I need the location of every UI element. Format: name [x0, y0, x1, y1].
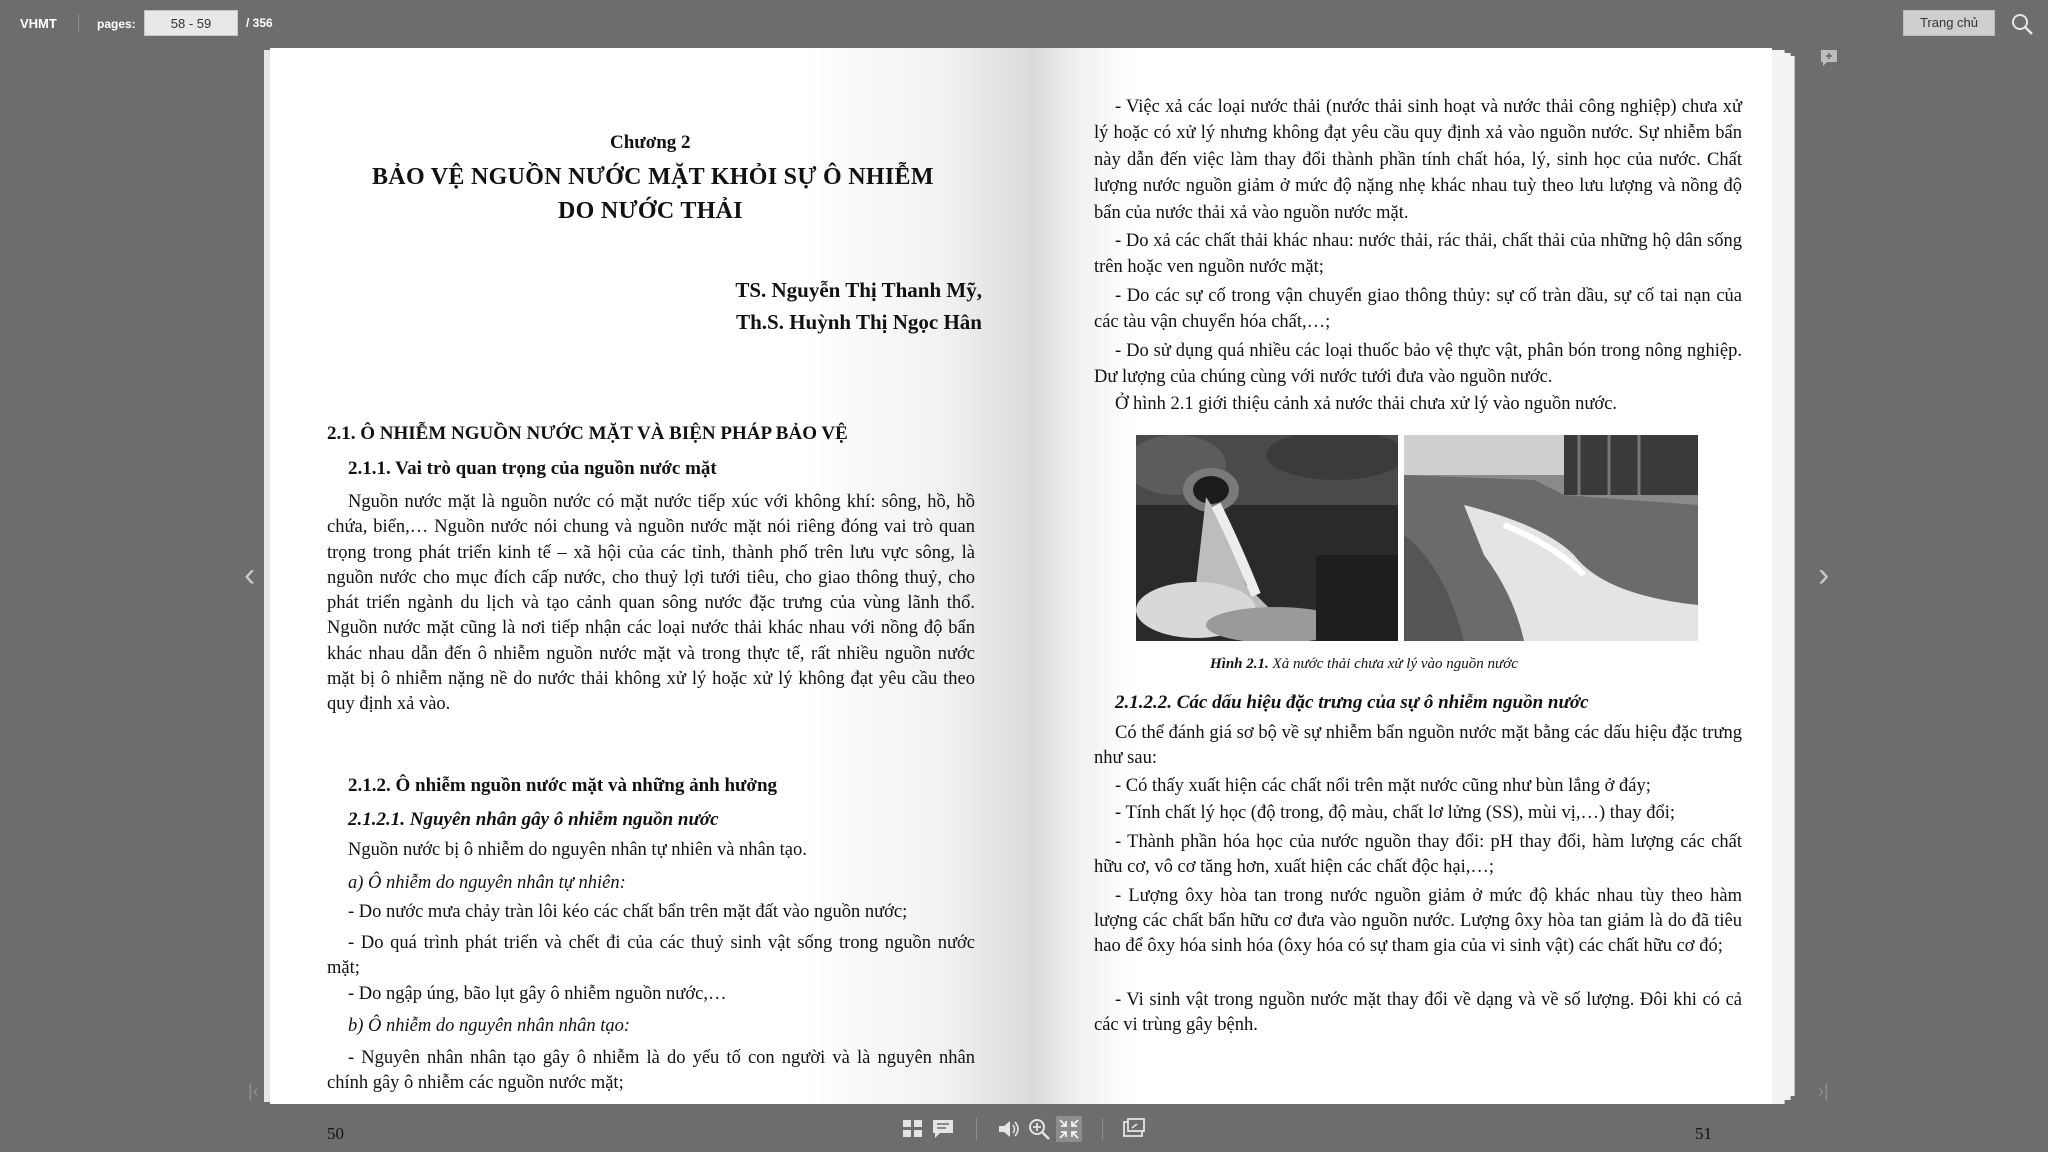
toolbar-divider: [976, 1118, 977, 1140]
chapter-label: Chương 2: [610, 132, 691, 153]
body-paragraph: - Do quá trình phát triển và chết đi của các thuỷ sinh vật sống trong nguồn nước mặt;: [327, 933, 975, 978]
thumbnails-icon[interactable]: [900, 1116, 926, 1142]
author-name: TS. Nguyễn Thị Thanh Mỹ,: [735, 278, 982, 302]
section-heading: 2.1. Ô NHIỄM NGUỒN NƯỚC MẶT VÀ BIỆN PHÁP BẢO VỆ: [327, 423, 848, 444]
chapter-title: BẢO VỆ NGUỒN NƯỚC MẶT KHỎI SỰ Ô NHIỄM: [372, 164, 934, 190]
chevron-right-icon[interactable]: ›: [1818, 556, 1830, 594]
body-text: b) Ô nhiễm do nguyên nhân nhân tạo:: [348, 1016, 631, 1036]
body-paragraph: - Do sử dụng quá nhiều các loại thuốc bảo vệ thực vật, phân bón trong nông nghiệp. Dư lượng của chúng cùng với nước tưới đưa vào nguồn nước.: [1094, 341, 1742, 388]
body-paragraph: - Vi sinh vật trong nguồn nước mặt thay đổi về dạng và về số lượng. Đôi khi có cả các vi trùng gây bệnh.: [1094, 990, 1742, 1035]
body-paragraph: - Do các sự cố trong vận chuyển giao thông thủy: sự cố tràn dầu, sự cố tai nạn của các tàu vận chuyển hóa chất,…;: [1094, 286, 1742, 333]
subsection-heading: 2.1.2. Ô nhiễm nguồn nước mặt và những ảnh hưởng: [348, 775, 778, 796]
last-page-icon[interactable]: ›|: [1818, 1081, 1829, 1101]
book-viewer: [270, 48, 1772, 1143]
add-note-icon[interactable]: [1820, 49, 1838, 67]
subsubsection-heading: 2.1.2.1. Nguyên nhân gây ô nhiễm nguồn nước: [348, 809, 719, 830]
body-text: - Do nước mưa chảy tràn lôi kéo các chất bẩn trên mặt đất vào nguồn nước;: [348, 902, 908, 922]
home-button[interactable]: Trang chủ: [1903, 10, 1995, 36]
page-number: 50: [327, 1124, 344, 1143]
notes-icon[interactable]: [930, 1116, 956, 1142]
body-text: Nguồn nước bị ô nhiễm do nguyên nhân tự nhiên và nhân tạo.: [348, 840, 807, 860]
body-text: Ở hình 2.1 giới thiệu cảnh xả nước thải chưa xử lý vào nguồn nước.: [1115, 394, 1618, 414]
body-text: a) Ô nhiễm do nguyên nhân tự nhiên:: [348, 873, 626, 893]
body-text: - Do ngập úng, bão lụt gây ô nhiễm nguồn nước,…: [348, 984, 727, 1004]
first-page-icon[interactable]: |‹: [248, 1081, 259, 1101]
search-icon[interactable]: [2010, 12, 2034, 36]
page-number: 51: [1695, 1124, 1712, 1143]
body-paragraph: Nguồn nước mặt là nguồn nước có mặt nước tiếp xúc với không khí: sông, hồ, hồ chứa, biển,… Nguồn nước nói chung và nguồn nước mặt nói riêng đóng vai trò quan trọng trong phát triển kinh tế – xã hội của các tỉnh, thành phố trên lưu vực sông, là nguồn nước cho mục đích cấp nước, cho thuỷ lợi tưới tiêu, cho giao thông thuỷ, cho phát triển ngành du lịch và tạo cảnh quan sông nước đặc trưng của vùng lãnh thổ. Nguồn nước mặt cũng là nơi tiếp nhận các loại nước thải khác nhau với nồng độ bẩn khác nhau dẫn đến ô nhiễm nguồn nước mặt và trong thực tế, rất nhiều nguồn nước mặt bị ô nhiễm nặng nề do nước thải không xử lý hoặc xử lý không đạt yêu cầu theo quy định xả vào.: [327, 492, 975, 715]
subsection-heading: 2.1.1. Vai trò quan trọng của nguồn nước mặt: [348, 458, 717, 479]
brand-label[interactable]: VHMT: [20, 16, 57, 31]
zoom-in-icon[interactable]: [1026, 1116, 1052, 1142]
page-stack: [1786, 56, 1795, 1096]
page-total: / 356: [246, 16, 273, 30]
body-paragraph: - Lượng ôxy hòa tan trong nước nguồn giảm ở mức độ khác nhau tùy theo hàm lượng các chất bẩn hữu cơ đưa vào nguồn nước. Lượng ôxy hòa tan giảm là do đã tiêu hao để ôxy hóa sinh hóa (ôxy hóa có sự tham gia của vi sinh vật) các chất hữu cơ đó;: [1094, 886, 1742, 956]
figure-caption-text: Xả nước thải chưa xử lý vào nguồn nước: [1268, 656, 1518, 672]
body-text: - Có thấy xuất hiện các chất nổi trên mặt nước cũng như bùn lắng ở đáy;: [1115, 776, 1651, 796]
wastewater-pipe-photo: [1136, 435, 1398, 641]
subsubsection-heading: 2.1.2.2. Các dấu hiệu đặc trưng của sự ô nhiễm nguồn nước: [1115, 692, 1589, 713]
polluted-river-photo: [1404, 435, 1698, 641]
top-toolbar: [0, 0, 2048, 46]
toolbar-divider: [78, 14, 79, 32]
body-paragraph: - Nguyên nhân nhân tạo gây ô nhiễm là do yếu tố con người và là nguyên nhân chính gây ô nhiễm các nguồn nước mặt;: [327, 1048, 975, 1093]
body-text: - Tính chất lý học (độ trong, độ màu, chất lơ lửng (SS), mùi vị,…) thay đổi;: [1115, 803, 1676, 823]
left-page[interactable]: [270, 48, 1030, 1143]
speaker-icon[interactable]: [995, 1116, 1021, 1142]
page-number-input[interactable]: [144, 10, 238, 36]
right-page[interactable]: [1030, 48, 1772, 1143]
body-paragraph: - Do xả các chất thải khác nhau: nước thải, rác thải, chất thải của những hộ dân sống trên hoặc ven nguồn nước mặt;: [1094, 231, 1742, 278]
chevron-left-icon[interactable]: ‹: [244, 556, 256, 594]
exit-fullscreen-icon[interactable]: [1056, 1116, 1082, 1142]
pages-label: pages:: [97, 17, 136, 31]
body-paragraph: Có thể đánh giá sơ bộ về sự nhiễm bẩn nguồn nước mặt bằng các dấu hiệu đặc trưng như sau:: [1094, 723, 1742, 768]
chapter-title: DO NƯỚC THẢI: [558, 198, 743, 224]
body-paragraph: - Thành phần hóa học của nước nguồn thay đổi: pH thay đổi, hàm lượng các chất hữu cơ, vô cơ tăng hơn, xuất hiện các chất độc hại,…;: [1094, 832, 1742, 877]
share-icon[interactable]: [1121, 1116, 1147, 1142]
figure-label: Hình 2.1.: [1210, 656, 1269, 672]
body-paragraph: - Việc xả các loại nước thải (nước thải sinh hoạt và nước thải công nghiệp) chưa xử lý hoặc có xử lý nhưng không đạt yêu cầu quy định xả vào nguồn nước. Sự nhiễm bẩn này dẫn đến việc làm thay đổi thành phần tính chất hóa, lý, sinh học của nước. Chất lượng nước nguồn giảm ở mức độ nặng nhẹ khác nhau tuỳ theo lưu lượng và nồng độ bẩn của nước thải xả vào nguồn nước mặt.: [1094, 97, 1742, 223]
author-name: Th.S. Huỳnh Thị Ngọc Hân: [736, 310, 982, 334]
figure-caption: [1210, 656, 1518, 673]
toolbar-divider: [1102, 1118, 1103, 1140]
